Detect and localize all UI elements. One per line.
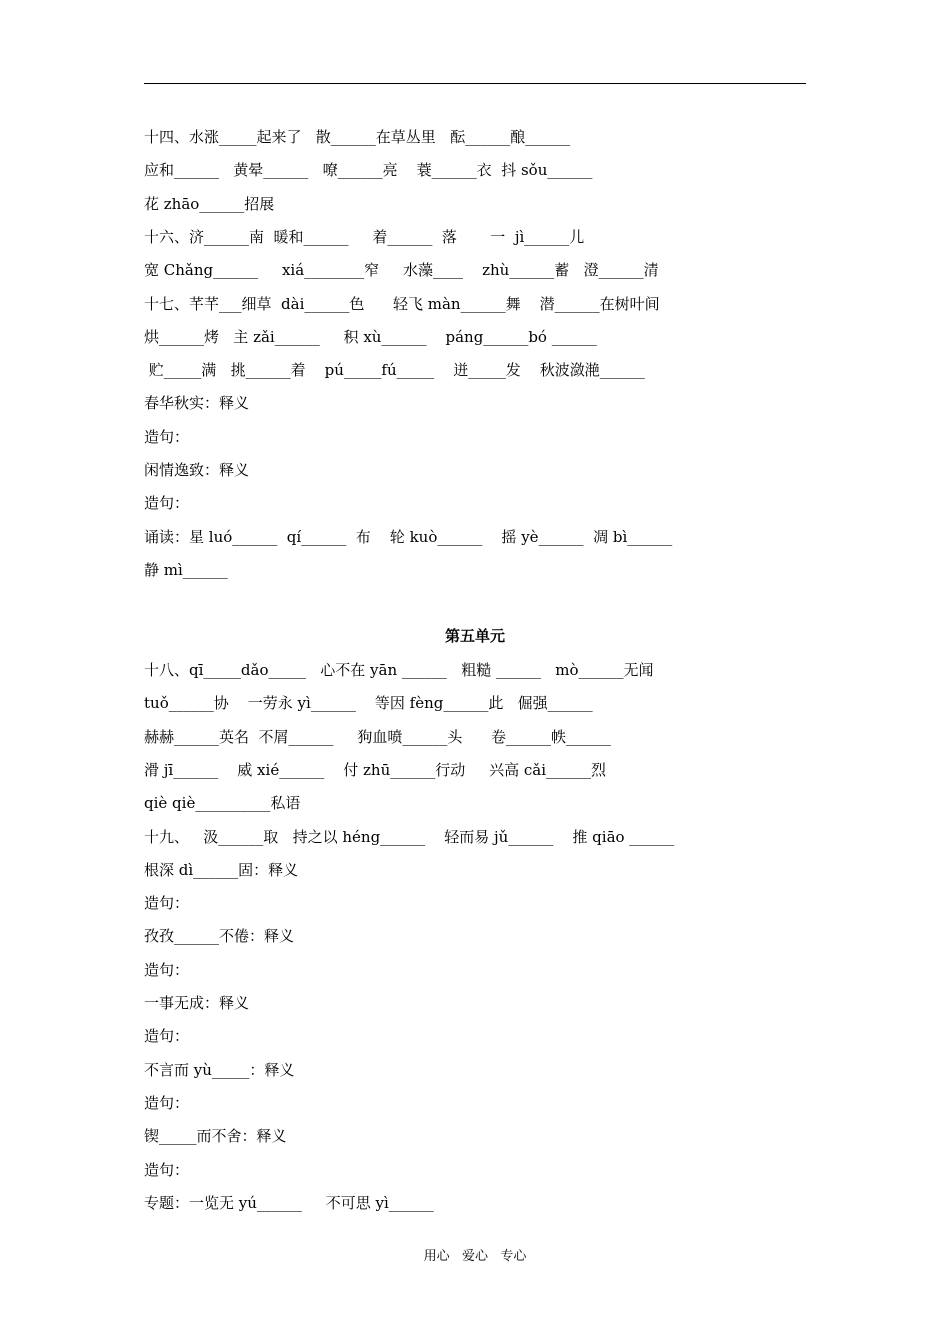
exercise-line: 静 mì______ — [144, 560, 228, 579]
exercise-line: 十八、qī_____dǎo_____ 心不在 yān ______ 粗糙 ______ mò______无闻 — [144, 661, 654, 679]
exercise-line: 十九、 汲______取 持之以 héng______ 轻而易 jǔ______ 推 qiāo ______ — [144, 827, 675, 846]
exercise-line: 宽 Chǎng______ xiá________窄 水藻____ zhù______蓄 澄______清 — [144, 261, 659, 280]
exercise-line: 根深 dì______固：释义 — [144, 860, 299, 879]
exercise-line: tuǒ______协 一劳永 yì______ 等因 fèng______此 倔强______ — [144, 694, 593, 713]
exercise-line: 赫赫______英名 不屑______ 狗血喷______头 卷______帙______ — [144, 727, 611, 746]
exercise-line: 孜孜______不倦：释义 — [144, 927, 295, 946]
exercise-line: 春华秋实：释义 — [144, 394, 250, 413]
exercise-line: 造句： — [144, 427, 190, 446]
exercise-line: qiè qiè__________私语 — [144, 794, 301, 813]
exercise-line: 烘______烤 主 zǎi______ 积 xù______ páng______bó ______ — [144, 327, 597, 346]
section-title: 第五单元 — [444, 627, 505, 645]
exercise-line: 贮_____满 挑______着 pú_____fú_____ 迸_____发 秋波潋滟______ — [144, 361, 645, 380]
exercise-line: 诵读：星 luó______ qí______ 布 轮 kuò______ 摇 yè______ 凋 bì______ — [144, 527, 673, 546]
exercise-line: 不言而 yù_____：释义 — [144, 1060, 295, 1079]
exercise-line: 造句： — [144, 960, 190, 979]
exercise-line: 造句： — [144, 494, 190, 513]
exercise-line: 锲_____而不舍：释义 — [144, 1127, 287, 1146]
page-footer: 用心 爱心 专心 — [423, 1249, 527, 1264]
exercise-line: 十七、芊芊___细草 dài______色 轻飞 màn______舞 潜______在树叶间 — [144, 294, 660, 313]
exercise-line: 造句： — [144, 1093, 190, 1112]
exercise-line: 专题：一览无 yú______ 不可思 yì______ — [144, 1193, 434, 1212]
exercise-line: 闲情逸致：释义 — [144, 461, 250, 479]
exercise-line: 应和______ 黄晕______ 嘹______亮 蓑______衣 抖 sǒu______ — [144, 161, 593, 180]
exercise-line: 造句： — [144, 1027, 190, 1046]
exercise-line: 造句： — [144, 894, 190, 913]
header-rule — [144, 83, 806, 84]
exercise-line: 造句： — [144, 1160, 190, 1179]
exercise-line: 十六、济______南 暖和______ 着______ 落 一 jì______儿 — [144, 227, 585, 246]
exercise-line: 十四、水涨_____起来了 散______在草丛里 酝______酿______ — [144, 128, 571, 146]
exercise-line: 滑 jī______ 威 xié______ 付 zhū______行动 兴高 cǎi______烈 — [144, 760, 607, 779]
exercise-line: 一事无成：释义 — [144, 994, 250, 1012]
exercise-line: 花 zhāo______招展 — [144, 194, 275, 213]
